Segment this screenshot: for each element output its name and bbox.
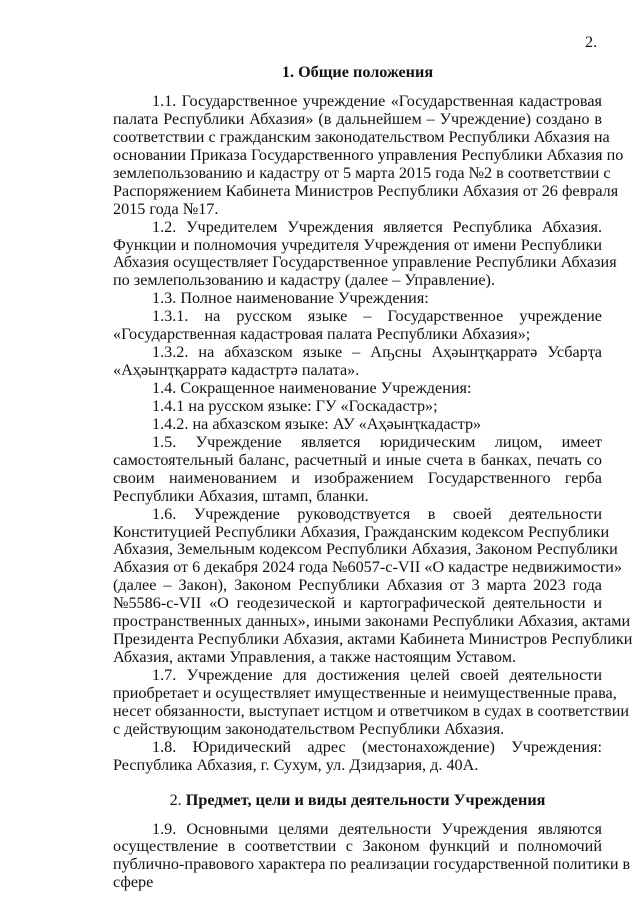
paragraph-line: Конституцией Республики Абхазия, Гражданским кодексом Республики — [113, 522, 610, 541]
paragraph-line: несет обязанности, выступает истцом и ответчиком в судах в соответствии — [113, 701, 630, 720]
paragraph-line: 1.4. Сокращенное наименование Учреждения: — [152, 379, 472, 397]
paragraph-line: 1.9. Основными целями деятельности Учреждения являются — [152, 819, 602, 838]
paragraph-line: Функции и полномочия учредителя Учреждения от имени Республики — [113, 235, 602, 254]
paragraph-line: основании Приказа Государственного управления Республики Абхазия по — [113, 145, 624, 164]
paragraph-line: с действующим законодательством Республики Абхазия. — [113, 719, 505, 738]
paragraph-line: сфере — [113, 872, 154, 891]
section-2-heading — [113, 790, 602, 810]
paragraph — [113, 344, 602, 380]
section-2-body — [113, 819, 631, 892]
paragraph — [113, 504, 633, 667]
paragraph — [113, 217, 617, 291]
paragraph-line: Абхазия от 6 декабря 2024 года №6057-с-VII «О кадастре недвижимости» — [113, 558, 622, 577]
paragraph-line: Республика Абхазия, г. Сухум, ул. Дзидзария, д. 40А. — [113, 755, 479, 774]
paragraph — [113, 290, 602, 308]
paragraph — [113, 92, 624, 219]
paragraph-line: 1.8. Юридический адрес (местонахождение) Учреждения: — [152, 737, 602, 756]
paragraph — [113, 398, 602, 416]
paragraph-line: публично-правового характера по реализации государственной политики в — [113, 855, 631, 873]
page-number: 2. — [585, 33, 598, 51]
section-1-heading: 1. Общие положения — [281, 63, 434, 81]
paragraph-line: Республики Абхазия, штамп, бланки. — [113, 486, 369, 505]
paragraph-line: осуществление в соответствии с Законом функций и полномочий — [113, 837, 602, 856]
paragraph-line: «Государственная кадастровая палата Республики Абхазия»; — [113, 325, 531, 344]
paragraph-line: самостоятельный баланс, расчетный и иные счета в банках, печать со — [113, 450, 602, 469]
paragraph-line: 1.3.2. на абхазском языке – Аҧсны Аҳәынҭқарратә Усбарҭа — [152, 343, 602, 362]
paragraph-line: «Аҳәынҭқарратә кадастртә палата». — [113, 361, 360, 380]
section-1-body — [113, 92, 633, 775]
paragraph-line: №5586-с-VII «О геодезической и картографической деятельности и — [113, 594, 602, 613]
paragraph-line: приобретает и осуществляет имущественные и неимущественные права, — [113, 683, 617, 702]
document-content — [113, 62, 633, 891]
paragraph-line: землепользованию и кадастру от 5 марта 2015 года №2 в соответствии с — [113, 163, 611, 182]
paragraph — [113, 666, 630, 739]
paragraph-line: Абхазия, актами Управления, а также настоящим Уставом. — [113, 648, 516, 667]
paragraph-line: 2015 года №17. — [113, 199, 219, 218]
paragraph-line: Распоряжением Кабинета Министров Республики Абхазия от 26 февраля — [113, 181, 619, 200]
paragraph-line: 1.7. Учреждение для достижения целей своей деятельности — [152, 666, 602, 684]
paragraph — [113, 308, 602, 344]
paragraph-line: Президента Республики Абхазия, актами Кабинета Министров Республики — [113, 630, 633, 649]
paragraph-line: (далее – Закон), Законом Республики Абхазия от 3 марта 2023 года — [113, 576, 602, 595]
paragraph — [113, 380, 602, 398]
paragraph-line: 1.4.2. на абхазском языке: АУ «Аҳәынҭкадастр» — [152, 414, 482, 433]
paragraph — [113, 416, 602, 434]
section-2-title: Предмет, цели и виды деятельности Учреждения — [185, 790, 546, 809]
paragraph-line: соответствии с гражданским законодательством Республики Абхазия на — [113, 127, 610, 146]
paragraph-line: своим наименованием и изображением Государственного герба — [113, 468, 602, 487]
paragraph-line: палата Республики Абхазия» (в дальнейшем – Учреждение) создано в — [113, 109, 602, 128]
paragraph-line: 1.6. Учреждение руководствуется в своей деятельности — [152, 504, 602, 523]
paragraph-line: Абхазия, Земельным кодексом Республики Абхазия, Законом Республики — [113, 540, 618, 559]
paragraph — [113, 434, 602, 506]
paragraph-line: 1.1. Государственное учреждение «Государственная кадастровая — [152, 92, 602, 110]
paragraph — [113, 739, 602, 775]
paragraph-line: по землепользованию и кадастру (далее – Управление). — [113, 271, 495, 290]
paragraph-line: пространственных данных», иными законами Республики Абхазия, актами — [113, 612, 631, 631]
paragraph-line: 1.3.1. на русском языке – Государственное учреждение — [152, 307, 602, 326]
paragraph-line: 1.2. Учредителем Учреждения является Республика Абхазия. — [152, 217, 602, 236]
paragraph-line: Абхазия осуществляет Государственное управление Республики Абхазия — [113, 253, 617, 272]
paragraph-line: 1.3. Полное наименование Учреждения: — [152, 289, 429, 308]
paragraph-line: 1.4.1 на русском языке: ГУ «Госкадастр»; — [152, 396, 438, 415]
paragraph — [113, 819, 631, 892]
paragraph-line: 1.5. Учреждение является юридическим лицом, имеет — [152, 432, 602, 451]
section-2-number: 2. — [169, 790, 182, 809]
